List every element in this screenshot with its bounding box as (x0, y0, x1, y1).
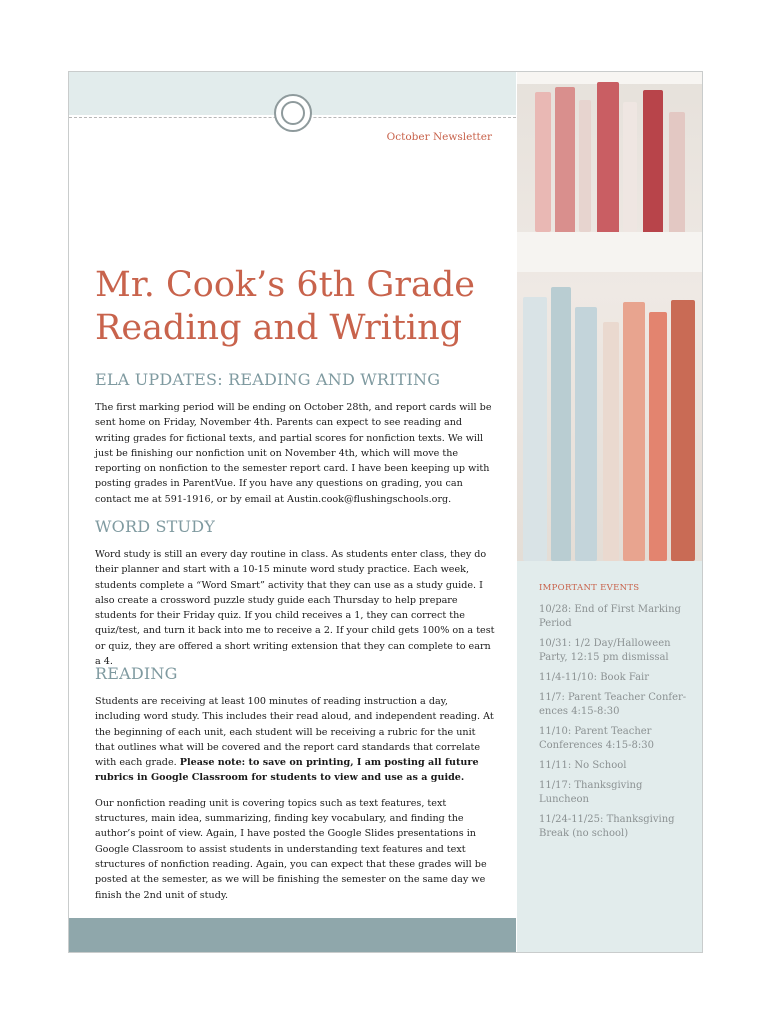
section-paragraph: The first marking period will be ending on October 28th, and report cards will be sent home on Friday, November 4th. Parents can expect to see reading and writing grades for fictional texts, and partial scores for nonfiction texts. We will just be finishing our nonfiction unit on November 4th, which will move the reporting on nonfiction to the semester report card. I have been keeping up with posting grades in ParentVue. If you have any questions on grading, you can contact me at 591-1916, or by email at Austin.cook@flushingschools.org. (95, 402, 492, 505)
book (523, 297, 547, 561)
book (643, 90, 663, 235)
events-sidebar (517, 561, 703, 953)
event-item: 11/10: Parent Teacher Conferences 4:15-8:30 (539, 726, 654, 751)
section-word-study (95, 517, 495, 679)
section-heading: ELA UPDATES: READING AND WRITING (95, 370, 441, 389)
event-item: 11/7: Parent Teacher Conferences 4:15-8:30 (539, 692, 687, 717)
section-paragraph: Our nonfiction reading unit is covering topics such as text features, text structures, main idea, summarizing, finding key vocabulary, and finding the author’s point of view. Again, I have posted the Google Slides presentations in Google Classroom to assist students in understanding text features and text structures of nonfiction reading. Again, you can expect that these grades will be posted at the semester, as we will be finishing the semester on the same day we finish the 2nd unit of study. (95, 797, 487, 901)
book (669, 112, 685, 234)
paragraph-text: Students are receiving at least 100 minutes of reading instruction a day, including word study. This includes their read aloud, and independent reading. At the beginning of each unit, each student will be receiving a rubric for the unit that outlines what will be covered and the report card standards that correlate with each grade. (95, 696, 494, 769)
section-reading (95, 664, 495, 913)
title-line-1: Mr. Cook’s 6th Grade (95, 265, 475, 305)
events-heading: IMPORTANT EVENTS (539, 583, 640, 593)
newsletter-page (68, 71, 703, 953)
event-item: 11/4-11/10: Book Fair (539, 672, 650, 683)
event-item: 11/11: No School (539, 760, 627, 771)
book (623, 102, 637, 232)
section-heading: READING (95, 664, 178, 683)
book (579, 100, 591, 232)
book (603, 322, 619, 561)
newsletter-title (95, 264, 505, 350)
book (555, 87, 575, 237)
section-paragraph (95, 694, 495, 786)
section-ela-updates (95, 370, 495, 517)
event-item: 10/31: 1/2 Day/Halloween Party, 12:15 pm dismissal (539, 638, 671, 663)
event-item: 10/28: End of First Marking Period (539, 604, 681, 629)
book (551, 287, 571, 561)
book (623, 302, 645, 561)
events-list (539, 603, 689, 847)
footer-band (69, 918, 516, 953)
book (649, 312, 667, 561)
event-item: 11/17: Thanksgiving Luncheon (539, 780, 643, 805)
section-paragraph: Word study is still an every day routine in class. As students enter class, they do their planner and start with a 10-15 minute word study practice. Each week, students complete a “Word Smart” activity that they can use as a study guide. I also create a crossword puzzle study guide each Thursday to help prepare students for their Friday quiz. If you child receives a 1, they can correct the quiz/test, and turn it back into me to receive a 2. If your child gets 100% on a test or quiz, they are offered a short writing extension that they can complete to earn a 4. (95, 549, 495, 668)
book (597, 82, 619, 237)
ring-ornament-icon (274, 94, 312, 132)
bookshelf-photo (517, 72, 703, 561)
shelf (517, 232, 703, 272)
event-item: 11/24-11/25: Thanksgiving Break (no school) (539, 814, 675, 839)
paragraph-bold-note: Please note: to save on printing, I am posting all future rubrics in Google Classroom for students to view and use as a guide. (95, 757, 479, 784)
book (671, 300, 695, 561)
book (535, 92, 551, 232)
issue-label: October Newsletter (386, 131, 492, 143)
section-heading: WORD STUDY (95, 517, 216, 536)
book (575, 307, 597, 561)
title-line-2: Reading and Writing (95, 308, 463, 348)
